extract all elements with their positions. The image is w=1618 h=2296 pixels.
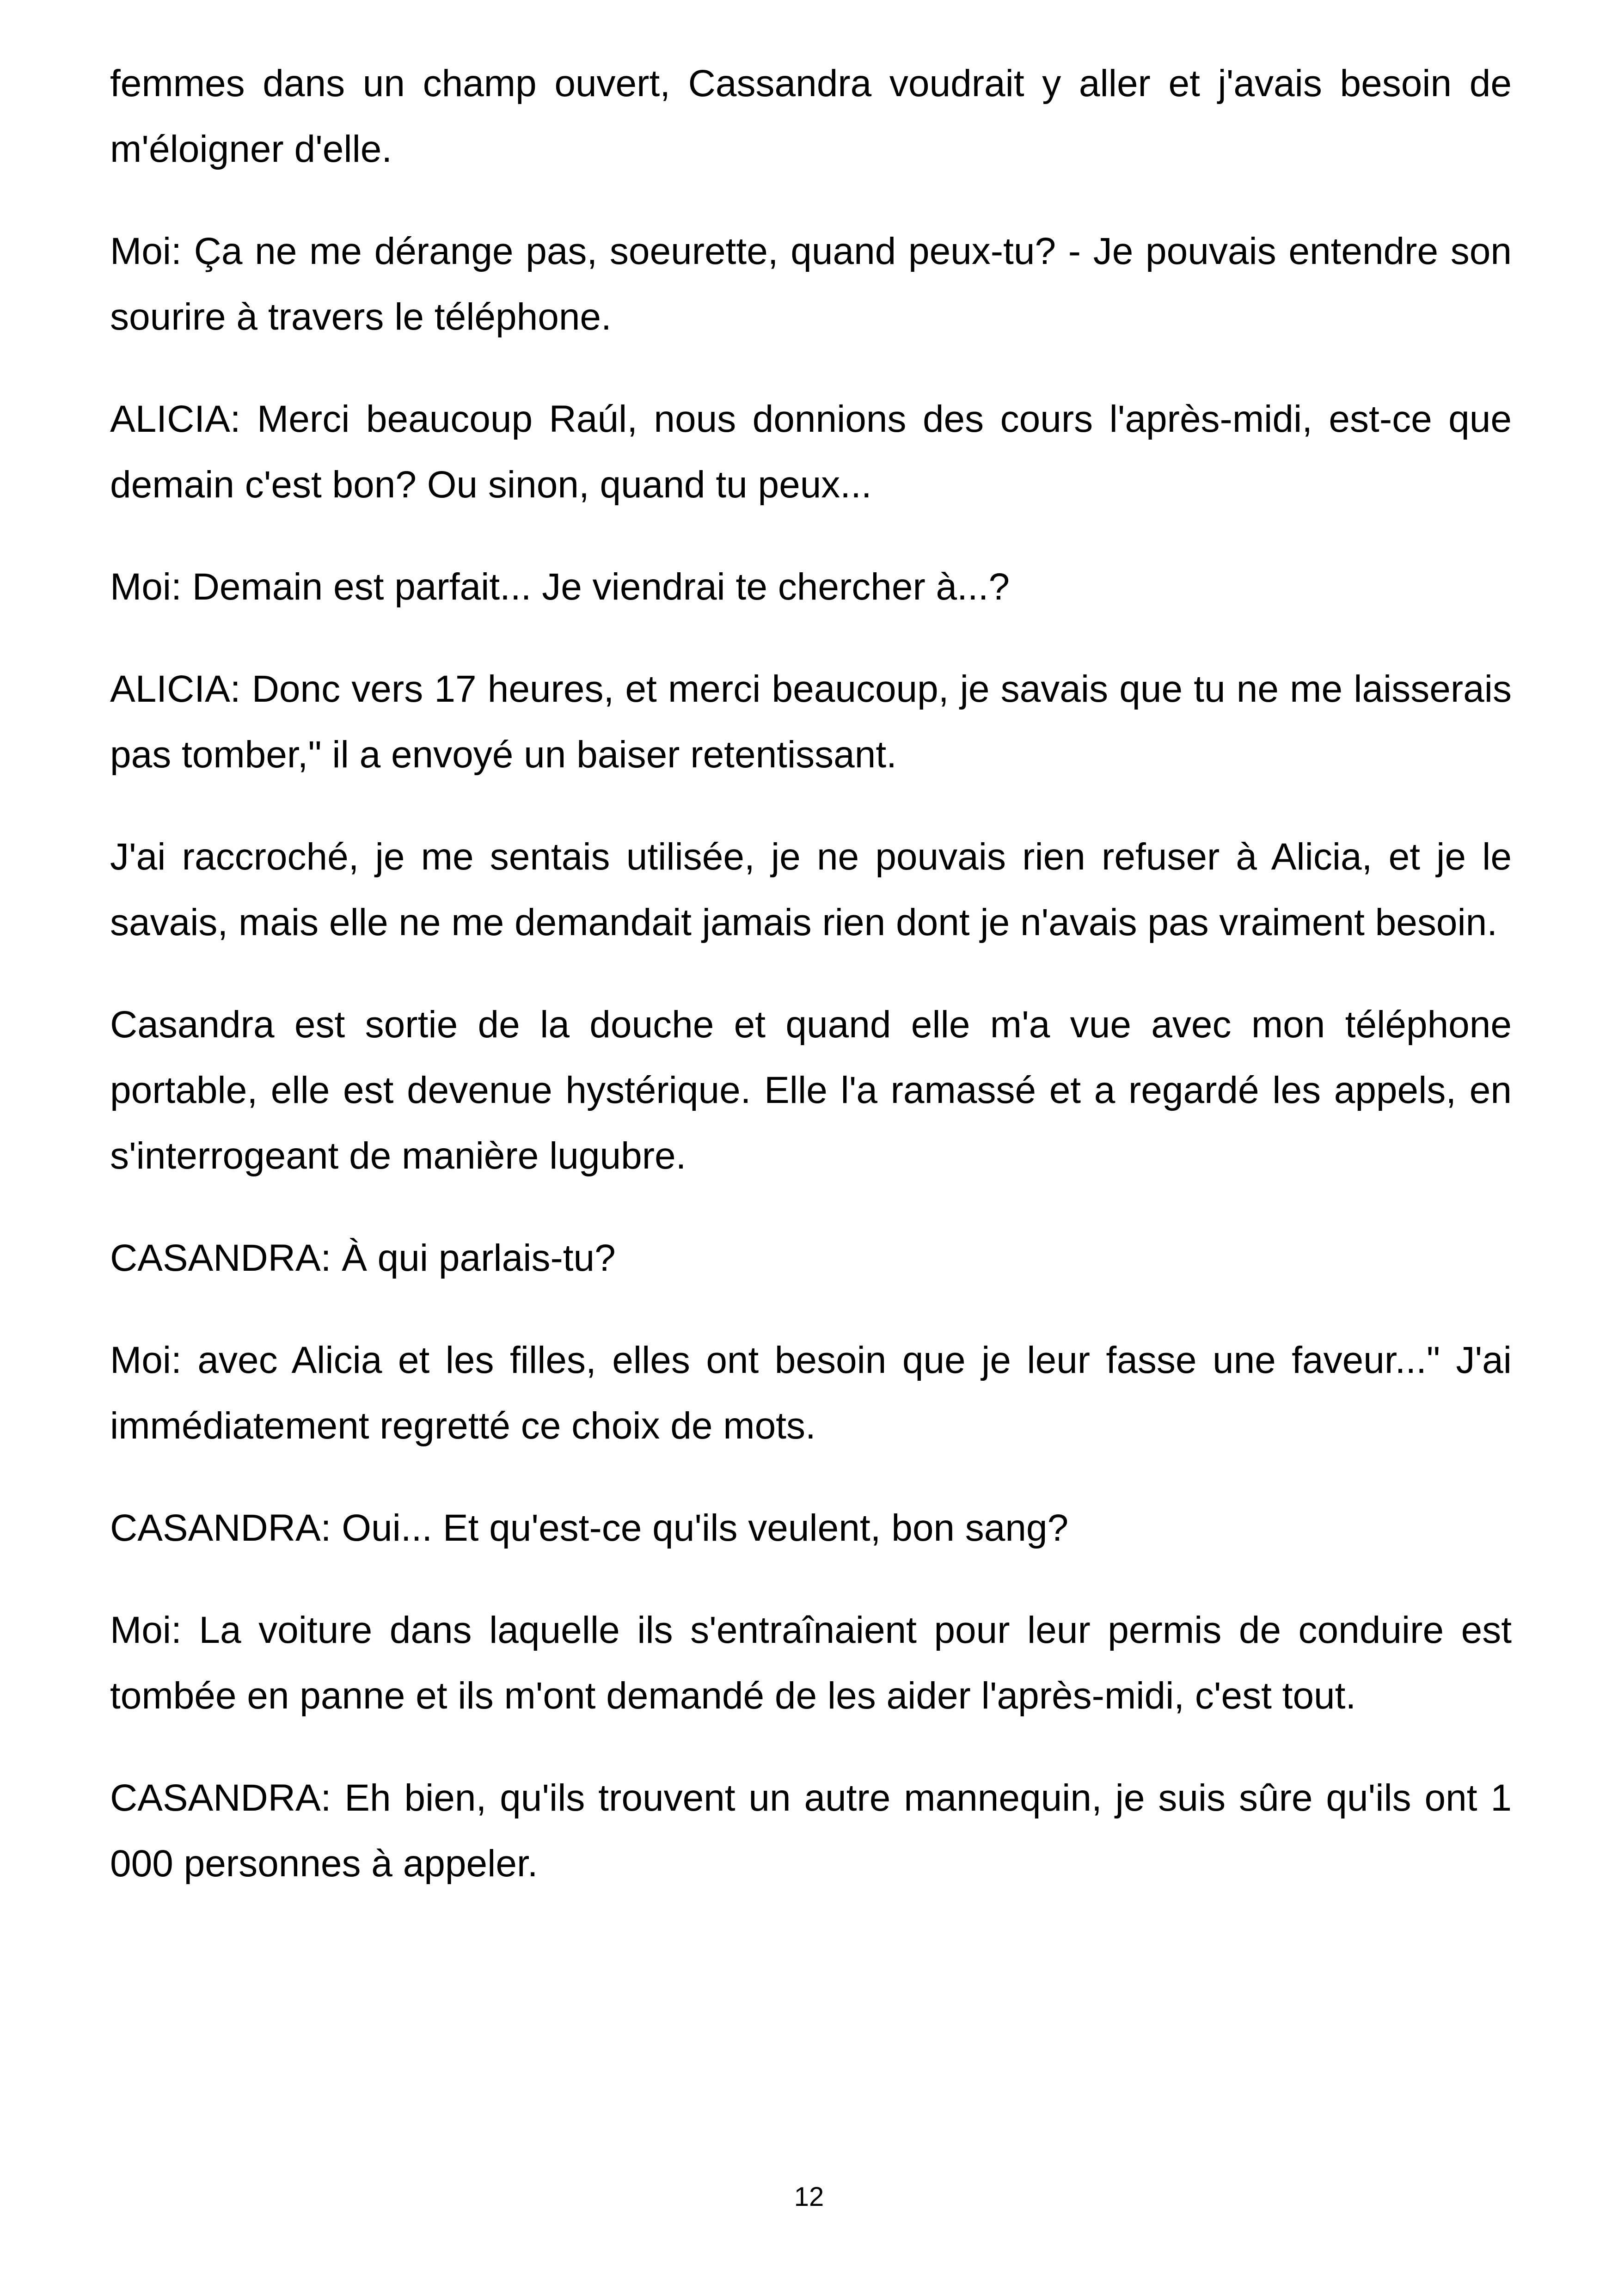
paragraph: femmes dans un champ ouvert, Cassandra voudrait y aller et j'avais besoin de m'éloigner d'elle. bbox=[110, 62, 1512, 170]
body-text bbox=[110, 51, 1512, 1933]
paragraph: Moi: Demain est parfait... Je viendrai te chercher à...? bbox=[110, 566, 1010, 608]
paragraph: CASANDRA: À qui parlais-tu? bbox=[110, 1237, 616, 1279]
paragraph: Moi: La voiture dans laquelle ils s'entraînaient pour leur permis de conduire est tombée en panne et ils m'ont demandé de les aider l'après-midi, c'est tout. bbox=[110, 1609, 1512, 1717]
paragraph: Moi: avec Alicia et les filles, elles ont besoin que je leur fasse une faveur..." J'ai immédiatement regretté ce choix de mots. bbox=[110, 1339, 1512, 1447]
paragraph: ALICIA: Donc vers 17 heures, et merci beaucoup, je savais que tu ne me laisserais pas tomber," il a envoyé un baiser retentissant. bbox=[110, 668, 1512, 776]
paragraph: J'ai raccroché, je me sentais utilisée, je ne pouvais rien refuser à Alicia, et je le savais, mais elle ne me demandait jamais rien dont je n'avais pas vraiment besoin. bbox=[110, 836, 1512, 943]
paragraph: CASANDRA: Oui... Et qu'est-ce qu'ils veulent, bon sang? bbox=[110, 1507, 1069, 1549]
paragraph: CASANDRA: Eh bien, qu'ils trouvent un autre mannequin, je suis sûre qu'ils ont 1 000 personnes à appeler. bbox=[110, 1777, 1512, 1885]
paragraph: ALICIA: Merci beaucoup Raúl, nous donnions des cours l'après-midi, est-ce que demain c'est bon? Ou sinon, quand tu peux... bbox=[110, 398, 1512, 506]
paragraph: Moi: Ça ne me dérange pas, soeurette, quand peux-tu? - Je pouvais entendre son sourire à travers le téléphone. bbox=[110, 230, 1512, 338]
paragraph: Casandra est sortie de la douche et quand elle m'a vue avec mon téléphone portable, elle est devenue hystérique. Elle l'a ramassé et a regardé les appels, en s'interrogeant de manière lugubre. bbox=[110, 1004, 1512, 1177]
page-number: 12 bbox=[794, 2182, 824, 2212]
